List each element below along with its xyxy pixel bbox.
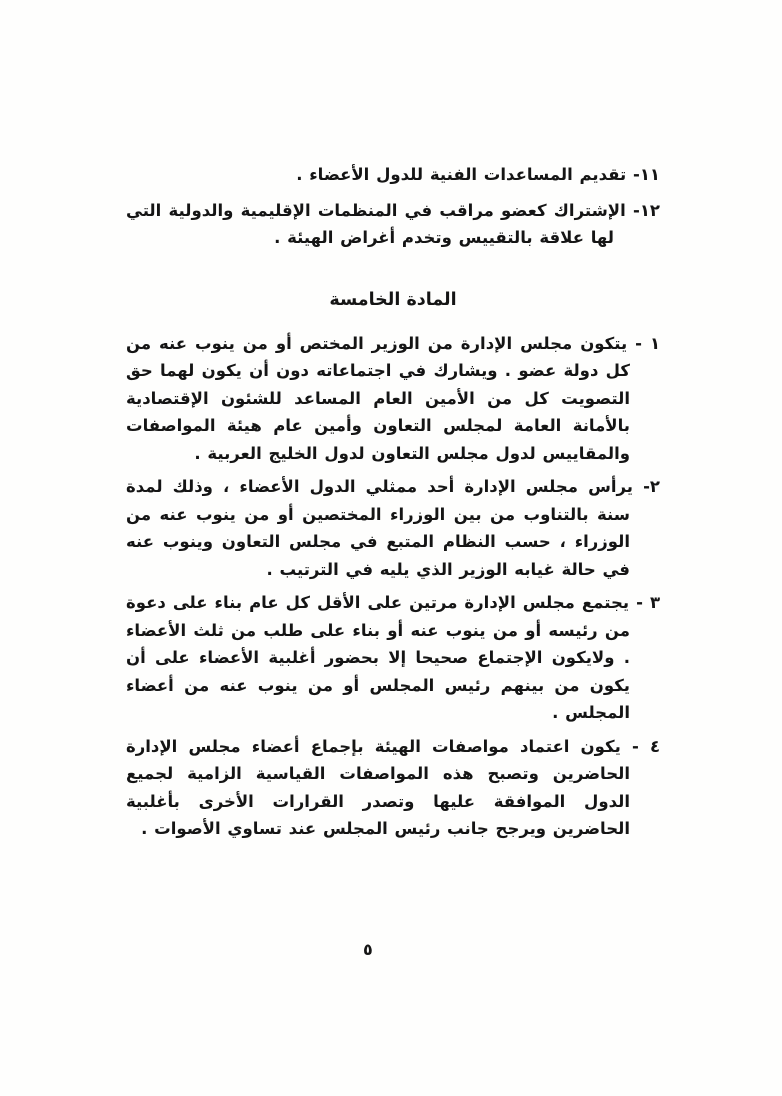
item-text: الإشتراك كعضو مراقب في المنظمات الإقليمية والدولية التي لها علاقة بالتقييس وتخدم أغراض الهيئة .	[126, 200, 626, 247]
item-number: ٣ -	[636, 593, 661, 612]
item-text: يجتمع مجلس الإدارة مرتين على الأقل كل عام بناء على دعوة من رئيسه أو من ينوب عنه أو بناء على طلب من ثلث الأعضاء . ولايكون الإجتماع صحيحا إلا بحضور أغلبية الأعضاء على أن يكون من بينهم رئيس المجلس أو من ينوب عنه من أعضاء المجلس .	[126, 593, 630, 722]
list-item	[126, 330, 660, 468]
item-text: تقديم المساعدات الفنية للدول الأعضاء .	[296, 165, 627, 184]
item-number: ١١-	[632, 165, 660, 184]
list-item	[126, 161, 660, 189]
item-number: ٤ -	[631, 736, 661, 756]
item-text: يكون اعتماد مواصفات الهيئة بإجماع أعضاء مجلس الإدارة الحاضرين وتصبح هذه المواصفات القياسية الزامية لجميع الدول الموافقة عليها وتصدر القرارات الأخرى بأغلبية الحاضرين ويرجح جانب رئيس المجلس عند تساوي الأصوات .	[126, 736, 630, 838]
intro-item-list	[126, 161, 660, 252]
item-text: يرأس مجلس الإدارة أحد ممثلي الدول الأعضاء ، وذلك لمدة سنة بالتناوب من بين الوزراء المختصين أو من ينوب عنه من الوزراء ، حسب النظام المتبع في مجلس التعاون وينوب عنه في حالة غيابه الوزير الذي يليه في الترتيب .	[126, 477, 633, 579]
list-item	[126, 197, 660, 252]
item-text: يتكون مجلس الإدارة من الوزير المختص أو من ينوب عنه من كل دولة عضو . ويشارك في اجتماعاته دون أن يكون لهما حق التصويت كل من الأمين العام المساعد للشئون الإقتصادية بالأمانة العامة لمجلس التعاون وأمين عام هيئة المواصفات والمقاييس لدول مجلس التعاون لدول الخليج العربية .	[126, 333, 630, 463]
article-heading: المادة الخامسة	[329, 289, 457, 310]
article-item-list	[126, 330, 660, 843]
page-number: ٥	[363, 940, 373, 959]
item-number: ١٢-	[633, 200, 661, 220]
list-item	[126, 473, 660, 583]
list-item	[126, 589, 660, 727]
list-item	[126, 733, 660, 843]
text-block	[126, 161, 660, 849]
item-number: ١ -	[635, 333, 661, 353]
item-number: ٢-	[643, 477, 660, 496]
